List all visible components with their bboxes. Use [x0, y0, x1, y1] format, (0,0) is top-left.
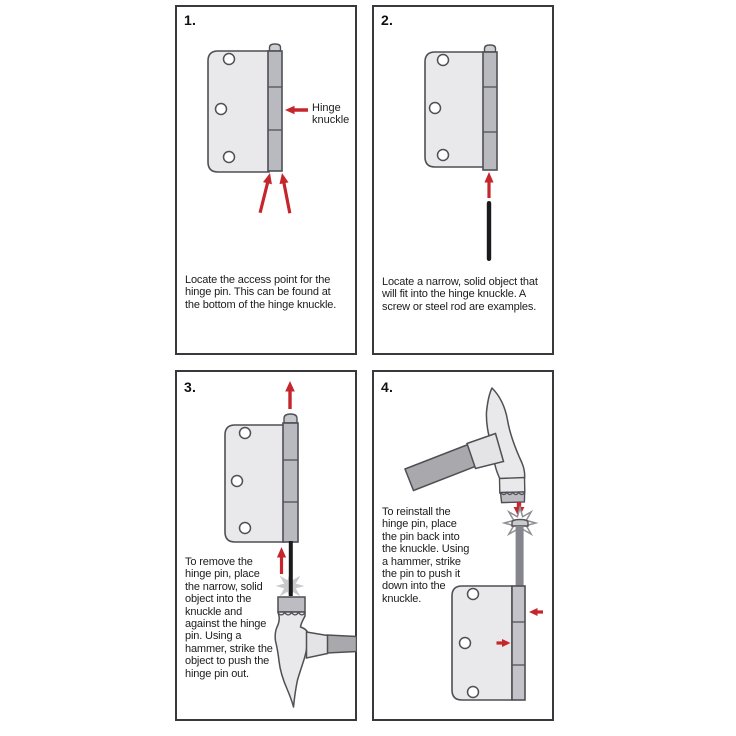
panel-step-2: [372, 5, 554, 355]
panel-step-1: [175, 5, 357, 355]
screw-hole: [438, 150, 449, 161]
caption-line: against the hinge: [185, 618, 267, 631]
screw-hole: [240, 523, 251, 534]
caption-line: To remove the: [185, 556, 253, 568]
steel-rod: [289, 541, 293, 596]
hinge-knuckle-callout: [312, 102, 349, 127]
hammer-icon: [405, 388, 525, 503]
hinge-knuckle: [483, 52, 497, 170]
screw-hole: [438, 55, 449, 66]
caption-line: will fit into the hinge knuckle. A: [382, 288, 527, 301]
left-arrow-icon: [529, 608, 543, 616]
caption-line: the bottom of the hinge knuckle.: [185, 298, 337, 311]
caption-line: object into the: [185, 593, 252, 606]
screw-hole: [460, 638, 471, 649]
caption-line: knuckle and: [185, 605, 243, 618]
callout-line: knuckle: [312, 114, 350, 127]
caption-line: the narrow, solid: [185, 580, 263, 593]
hinge-pin-cap: [512, 520, 528, 527]
caption-line: Locate the access point for the: [185, 274, 331, 286]
step-number: 4.: [381, 379, 394, 395]
steel-rod: [487, 201, 491, 261]
screw-hole: [430, 103, 441, 114]
screw-hole: [224, 54, 235, 65]
hinge-knuckle: [512, 586, 525, 700]
left-arrow-icon: [285, 106, 308, 114]
caption-line: screw or steel rod are examples.: [382, 300, 537, 313]
caption-line: hinge pin out.: [185, 667, 249, 680]
step-1-caption: [185, 274, 336, 311]
step-2-caption: [382, 276, 538, 313]
up-arrow-icon: [256, 172, 275, 214]
callout-line: Hinge: [312, 102, 341, 114]
hinge-pin-cap: [485, 45, 496, 52]
screw-hole: [240, 428, 251, 439]
hinge-knuckle: [283, 423, 298, 542]
screw-hole: [468, 687, 479, 698]
caption-line: knuckle.: [382, 592, 422, 605]
up-arrow-icon: [277, 172, 294, 214]
hammer-handle: [405, 445, 477, 491]
screw-hole: [216, 104, 227, 115]
caption-line: hinge pin, place: [382, 518, 457, 531]
caption-line: object to push the: [185, 655, 270, 668]
up-arrow-icon: [285, 381, 295, 409]
panel-step-3: [175, 370, 357, 721]
up-arrow-icon: [277, 547, 286, 574]
hammer-collar: [307, 632, 328, 658]
hinge-knuckle: [268, 51, 282, 171]
screw-hole: [232, 476, 243, 487]
hammer-icon: [275, 597, 356, 707]
caption-line: hinge pin, place: [185, 568, 260, 581]
step-number: 3.: [184, 379, 197, 395]
caption-line: pin. Using a: [185, 630, 242, 643]
caption-line: To reinstall the: [382, 506, 451, 518]
caption-line: the knuckle. Using: [382, 543, 470, 556]
screw-hole: [224, 152, 235, 163]
caption-line: the pin to push it: [382, 568, 461, 581]
hinge-pin-cap: [270, 44, 281, 51]
panel-step-4: [372, 370, 554, 721]
step-number: 1.: [184, 12, 197, 28]
up-arrow-icon: [484, 172, 493, 198]
caption-line: a hammer, strike: [382, 555, 461, 568]
step-3-caption: [185, 556, 273, 680]
hinge-pin-cap: [284, 414, 297, 423]
hinge-pin-shaft: [516, 526, 524, 587]
step-4-caption: [382, 506, 469, 605]
caption-line: down into the: [382, 580, 446, 593]
step-number: 2.: [381, 12, 394, 28]
caption-line: hammer, strike the: [185, 642, 273, 655]
hammer-handle: [327, 635, 357, 653]
caption-line: hinge pin. This can be found at: [185, 286, 331, 299]
caption-line: Locate a narrow, solid object that: [382, 276, 538, 288]
caption-line: the pin back into: [382, 530, 460, 543]
